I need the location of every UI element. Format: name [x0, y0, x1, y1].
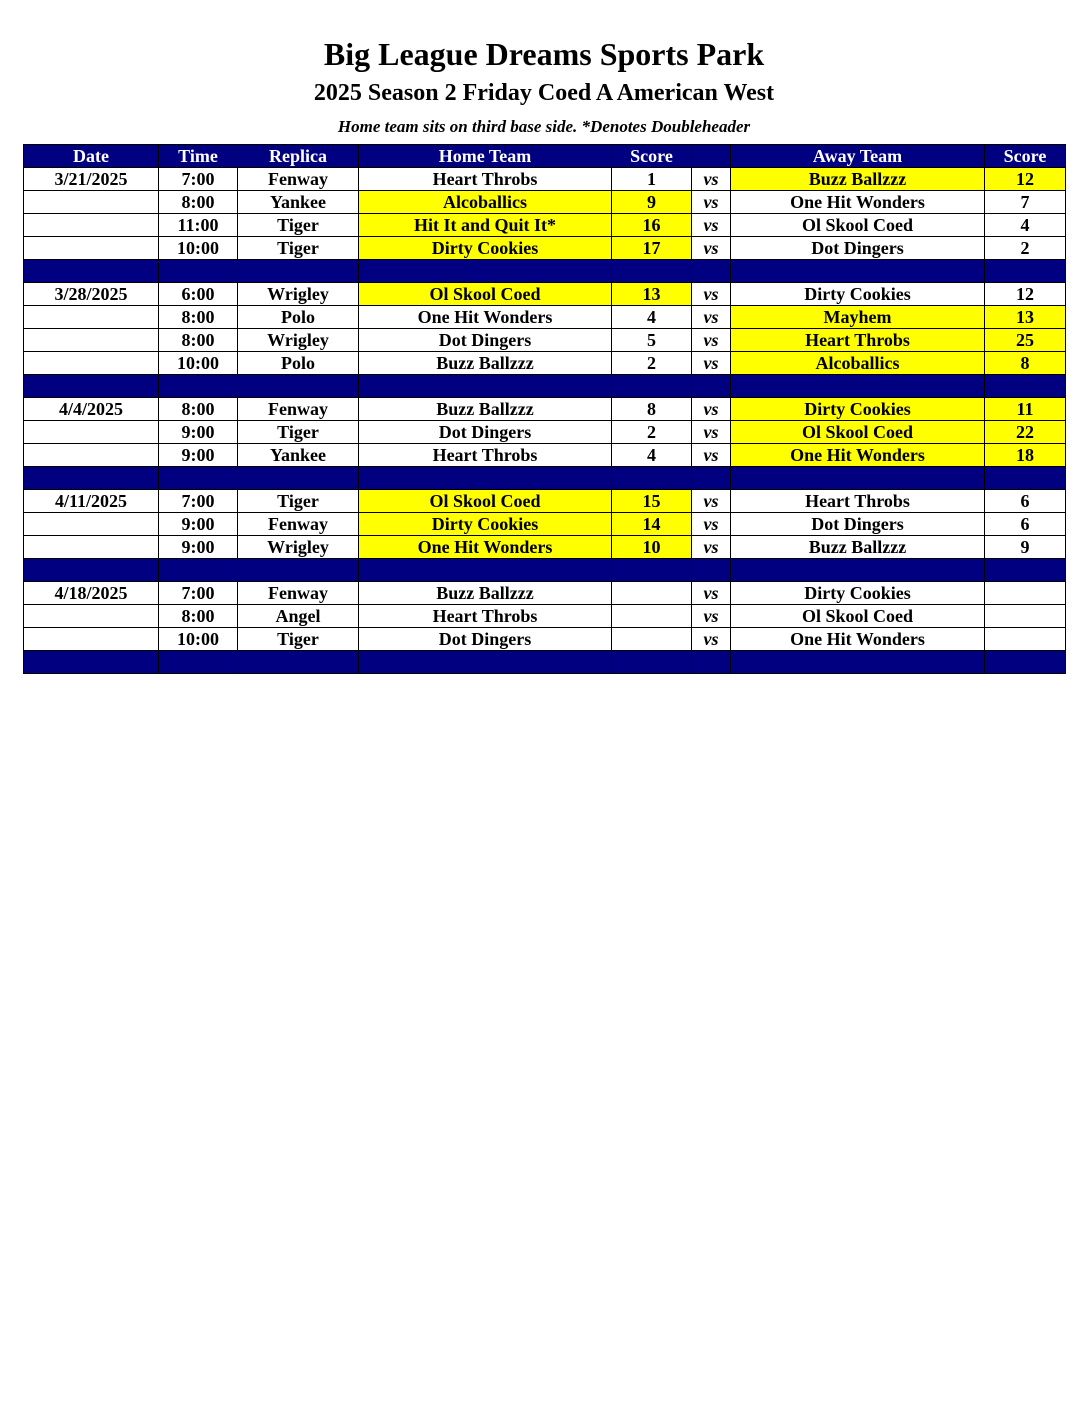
away-score: 6	[985, 490, 1066, 513]
game-date: 3/21/2025	[24, 168, 159, 191]
away-score: 4	[985, 214, 1066, 237]
away-score: 25	[985, 329, 1066, 352]
separator-cell	[359, 375, 612, 398]
away-team: Buzz Ballzzz	[731, 168, 985, 191]
separator-cell	[731, 651, 985, 674]
vs-label: vs	[692, 329, 731, 352]
away-team: Heart Throbs	[731, 329, 985, 352]
away-score: 7	[985, 191, 1066, 214]
vs-label: vs	[692, 191, 731, 214]
home-score	[612, 582, 692, 605]
home-team: Dirty Cookies	[359, 237, 612, 260]
separator-cell	[24, 467, 159, 490]
game-date	[24, 237, 159, 260]
away-team: Dot Dingers	[731, 513, 985, 536]
table-row	[24, 283, 1066, 306]
home-team: Buzz Ballzzz	[359, 582, 612, 605]
separator-cell	[612, 260, 692, 283]
separator-cell	[159, 467, 238, 490]
away-score: 8	[985, 352, 1066, 375]
game-replica: Polo	[238, 306, 359, 329]
col-header-replica: Replica	[238, 145, 359, 168]
game-replica: Wrigley	[238, 283, 359, 306]
separator-cell	[24, 375, 159, 398]
game-replica: Polo	[238, 352, 359, 375]
away-team: One Hit Wonders	[731, 628, 985, 651]
schedule-body	[24, 168, 1066, 674]
week-separator-row	[24, 559, 1066, 582]
home-score: 8	[612, 398, 692, 421]
separator-cell	[24, 260, 159, 283]
separator-cell	[238, 559, 359, 582]
table-row	[24, 214, 1066, 237]
separator-cell	[692, 559, 731, 582]
separator-cell	[985, 260, 1066, 283]
away-team: Dot Dingers	[731, 237, 985, 260]
away-team: Mayhem	[731, 306, 985, 329]
separator-cell	[612, 559, 692, 582]
game-date: 4/4/2025	[24, 398, 159, 421]
vs-label: vs	[692, 168, 731, 191]
vs-label: vs	[692, 283, 731, 306]
home-team: Ol Skool Coed	[359, 283, 612, 306]
table-row	[24, 605, 1066, 628]
separator-cell	[612, 375, 692, 398]
separator-cell	[238, 260, 359, 283]
home-team: Dot Dingers	[359, 329, 612, 352]
home-score: 4	[612, 444, 692, 467]
home-score: 4	[612, 306, 692, 329]
vs-label: vs	[692, 605, 731, 628]
table-row	[24, 168, 1066, 191]
header-row	[24, 145, 1066, 168]
game-time: 8:00	[159, 605, 238, 628]
table-row	[24, 329, 1066, 352]
game-time: 7:00	[159, 490, 238, 513]
separator-cell	[612, 467, 692, 490]
game-date	[24, 421, 159, 444]
home-score: 5	[612, 329, 692, 352]
game-time: 8:00	[159, 398, 238, 421]
vs-label: vs	[692, 490, 731, 513]
separator-cell	[159, 559, 238, 582]
away-score: 12	[985, 168, 1066, 191]
page-subtitle: 2025 Season 2 Friday Coed A American West	[313, 80, 775, 106]
away-team: Alcoballics	[731, 352, 985, 375]
separator-cell	[985, 375, 1066, 398]
home-score: 15	[612, 490, 692, 513]
game-replica: Yankee	[238, 444, 359, 467]
home-team: Heart Throbs	[359, 168, 612, 191]
separator-cell	[24, 651, 159, 674]
home-team: One Hit Wonders	[359, 536, 612, 559]
away-score	[985, 628, 1066, 651]
separator-cell	[731, 559, 985, 582]
vs-label: vs	[692, 536, 731, 559]
vs-label: vs	[692, 421, 731, 444]
home-score: 9	[612, 191, 692, 214]
game-time: 10:00	[159, 237, 238, 260]
home-team: Heart Throbs	[359, 444, 612, 467]
away-team: Ol Skool Coed	[731, 214, 985, 237]
game-time: 8:00	[159, 306, 238, 329]
game-replica: Angel	[238, 605, 359, 628]
schedule-note: Home team sits on third base side. *Denotes Doubleheader	[337, 117, 751, 136]
table-row	[24, 536, 1066, 559]
home-score: 17	[612, 237, 692, 260]
table-row	[24, 582, 1066, 605]
separator-cell	[692, 651, 731, 674]
game-date	[24, 444, 159, 467]
game-replica: Fenway	[238, 398, 359, 421]
separator-cell	[985, 467, 1066, 490]
game-replica: Wrigley	[238, 536, 359, 559]
table-row	[24, 352, 1066, 375]
away-team: Heart Throbs	[731, 490, 985, 513]
away-score	[985, 582, 1066, 605]
game-date: 4/18/2025	[24, 582, 159, 605]
home-team: Buzz Ballzzz	[359, 398, 612, 421]
away-team: Dirty Cookies	[731, 283, 985, 306]
home-team: Dirty Cookies	[359, 513, 612, 536]
week-separator-row	[24, 467, 1066, 490]
game-replica: Tiger	[238, 214, 359, 237]
schedule-table	[23, 144, 1066, 674]
away-team: Ol Skool Coed	[731, 605, 985, 628]
vs-label: vs	[692, 628, 731, 651]
game-time: 6:00	[159, 283, 238, 306]
vs-label: vs	[692, 513, 731, 536]
col-header-home-score: Score	[612, 145, 692, 168]
away-score: 6	[985, 513, 1066, 536]
game-time: 7:00	[159, 582, 238, 605]
col-header-date: Date	[24, 145, 159, 168]
table-row	[24, 191, 1066, 214]
away-team: Dirty Cookies	[731, 582, 985, 605]
game-time: 9:00	[159, 536, 238, 559]
separator-cell	[692, 260, 731, 283]
game-time: 10:00	[159, 352, 238, 375]
col-header-home-team: Home Team	[359, 145, 612, 168]
home-team: Buzz Ballzzz	[359, 352, 612, 375]
home-score: 14	[612, 513, 692, 536]
separator-cell	[359, 467, 612, 490]
vs-label: vs	[692, 352, 731, 375]
game-date	[24, 628, 159, 651]
page-title: Big League Dreams Sports Park	[323, 36, 765, 72]
table-row	[24, 237, 1066, 260]
away-score: 9	[985, 536, 1066, 559]
home-score: 2	[612, 421, 692, 444]
home-score: 16	[612, 214, 692, 237]
game-date	[24, 513, 159, 536]
separator-cell	[359, 260, 612, 283]
home-score: 2	[612, 352, 692, 375]
week-separator-row	[24, 375, 1066, 398]
home-team: Ol Skool Coed	[359, 490, 612, 513]
separator-cell	[985, 559, 1066, 582]
game-date: 4/11/2025	[24, 490, 159, 513]
game-date	[24, 352, 159, 375]
game-replica: Fenway	[238, 513, 359, 536]
game-replica: Yankee	[238, 191, 359, 214]
away-score: 22	[985, 421, 1066, 444]
separator-cell	[731, 260, 985, 283]
table-row	[24, 628, 1066, 651]
col-header-time: Time	[159, 145, 238, 168]
table-row	[24, 444, 1066, 467]
game-time: 9:00	[159, 421, 238, 444]
game-time: 7:00	[159, 168, 238, 191]
separator-cell	[359, 651, 612, 674]
game-date	[24, 605, 159, 628]
separator-cell	[238, 375, 359, 398]
col-header-away-score: Score	[985, 145, 1066, 168]
game-time: 8:00	[159, 191, 238, 214]
col-header-vs	[692, 145, 731, 168]
separator-cell	[731, 467, 985, 490]
vs-label: vs	[692, 237, 731, 260]
away-team: Ol Skool Coed	[731, 421, 985, 444]
game-date	[24, 191, 159, 214]
away-score: 12	[985, 283, 1066, 306]
game-replica: Fenway	[238, 168, 359, 191]
game-date	[24, 329, 159, 352]
vs-label: vs	[692, 214, 731, 237]
away-score	[985, 605, 1066, 628]
home-score: 10	[612, 536, 692, 559]
table-row	[24, 398, 1066, 421]
home-team: Dot Dingers	[359, 628, 612, 651]
vs-label: vs	[692, 306, 731, 329]
separator-cell	[159, 651, 238, 674]
col-header-away-team: Away Team	[731, 145, 985, 168]
game-date	[24, 536, 159, 559]
separator-cell	[159, 375, 238, 398]
away-score: 2	[985, 237, 1066, 260]
separator-cell	[692, 375, 731, 398]
game-time: 9:00	[159, 444, 238, 467]
vs-label: vs	[692, 582, 731, 605]
table-row	[24, 513, 1066, 536]
game-date	[24, 214, 159, 237]
game-replica: Fenway	[238, 582, 359, 605]
separator-cell	[692, 467, 731, 490]
game-time: 8:00	[159, 329, 238, 352]
separator-cell	[359, 559, 612, 582]
home-score	[612, 628, 692, 651]
separator-cell	[985, 651, 1066, 674]
home-team: Hit It and Quit It*	[359, 214, 612, 237]
table-row	[24, 306, 1066, 329]
separator-cell	[24, 559, 159, 582]
game-time: 11:00	[159, 214, 238, 237]
away-score: 11	[985, 398, 1066, 421]
game-replica: Tiger	[238, 237, 359, 260]
home-team: Heart Throbs	[359, 605, 612, 628]
separator-cell	[612, 651, 692, 674]
game-date	[24, 306, 159, 329]
week-separator-row	[24, 651, 1066, 674]
game-replica: Tiger	[238, 490, 359, 513]
week-separator-row	[24, 260, 1066, 283]
home-score: 13	[612, 283, 692, 306]
away-team: Buzz Ballzzz	[731, 536, 985, 559]
game-replica: Tiger	[238, 628, 359, 651]
vs-label: vs	[692, 398, 731, 421]
away-team: One Hit Wonders	[731, 444, 985, 467]
game-time: 9:00	[159, 513, 238, 536]
game-date: 3/28/2025	[24, 283, 159, 306]
separator-cell	[159, 260, 238, 283]
home-team: Alcoballics	[359, 191, 612, 214]
away-score: 18	[985, 444, 1066, 467]
game-replica: Wrigley	[238, 329, 359, 352]
home-team: Dot Dingers	[359, 421, 612, 444]
game-replica: Tiger	[238, 421, 359, 444]
table-row	[24, 421, 1066, 444]
home-score	[612, 605, 692, 628]
away-team: Dirty Cookies	[731, 398, 985, 421]
separator-cell	[238, 651, 359, 674]
table-row	[24, 490, 1066, 513]
separator-cell	[731, 375, 985, 398]
game-time: 10:00	[159, 628, 238, 651]
away-team: One Hit Wonders	[731, 191, 985, 214]
away-score: 13	[985, 306, 1066, 329]
separator-cell	[238, 467, 359, 490]
vs-label: vs	[692, 444, 731, 467]
home-team: One Hit Wonders	[359, 306, 612, 329]
home-score: 1	[612, 168, 692, 191]
